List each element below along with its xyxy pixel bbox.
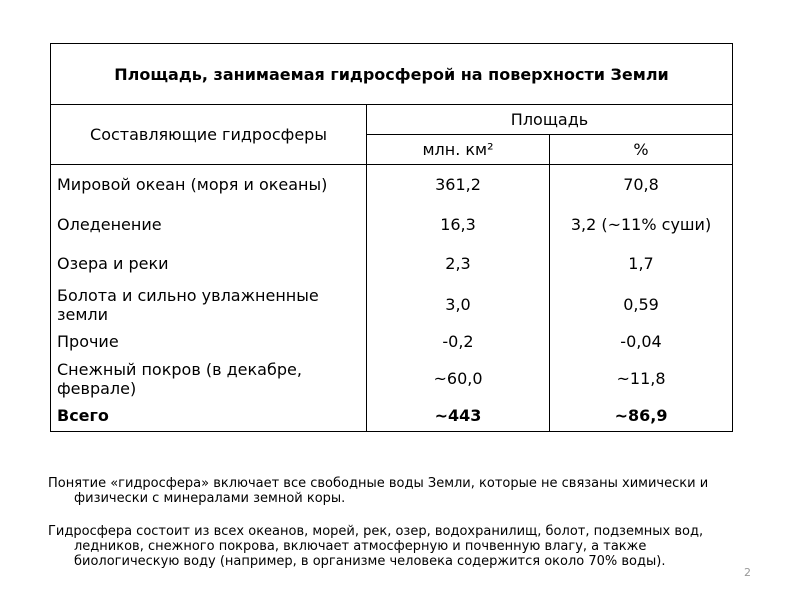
row-pct: -0,04 xyxy=(550,327,733,357)
table-row xyxy=(51,401,733,432)
row-km2: ~443 xyxy=(367,401,550,432)
row-km2: -0,2 xyxy=(367,327,550,357)
table-row xyxy=(51,357,733,401)
row-pct: 1,7 xyxy=(550,245,733,283)
row-pct: 70,8 xyxy=(550,165,733,205)
header-percent: % xyxy=(550,135,733,165)
row-pct: ~11,8 xyxy=(550,357,733,401)
row-km2: 3,0 xyxy=(367,283,550,327)
header-area: Площадь xyxy=(367,105,733,135)
row-name: Всего xyxy=(51,401,367,432)
hydrosphere-table xyxy=(50,43,732,432)
note-composition xyxy=(48,524,748,569)
table-row xyxy=(51,327,733,357)
header-components: Составляющие гидросферы xyxy=(51,105,367,165)
row-km2: 16,3 xyxy=(367,205,550,245)
table-row xyxy=(51,165,733,205)
note-definition xyxy=(48,476,748,506)
header-mln-km2: млн. км² xyxy=(367,135,550,165)
page-number: 2 xyxy=(744,566,751,579)
row-pct: 3,2 (~11% суши) xyxy=(550,205,733,245)
row-name: Прочие xyxy=(51,327,367,357)
note-definition-text: Понятие «гидросфера» включает все свободные воды Земли, которые не связаны химически и физически с минералами земной коры. xyxy=(48,476,709,506)
row-name: Мировой океан (моря и океаны) xyxy=(51,165,367,205)
row-name: Оледенение xyxy=(51,205,367,245)
row-name: Озера и реки xyxy=(51,245,367,283)
row-pct: ~86,9 xyxy=(550,401,733,432)
row-name: Снежный покров (в декабре, феврале) xyxy=(51,357,367,401)
table-title: Площадь, занимаемая гидросферой на поверхности Земли xyxy=(51,44,733,105)
row-km2: 2,3 xyxy=(367,245,550,283)
row-km2: 361,2 xyxy=(367,165,550,205)
table-row xyxy=(51,205,733,245)
table-row xyxy=(51,245,733,283)
note-composition-text: Гидросфера состоит из всех океанов, морей, рек, озер, водохранилищ, болот, подземных вод, ледников, снежного покрова, включает атмосферную и почвенную влагу, а также биологическую воду (например, в организме человека содержится около 70% воды). xyxy=(48,524,704,569)
row-pct: 0,59 xyxy=(550,283,733,327)
row-km2: ~60,0 xyxy=(367,357,550,401)
table-row xyxy=(51,283,733,327)
row-name: Болота и сильно увлажненные земли xyxy=(51,283,367,327)
